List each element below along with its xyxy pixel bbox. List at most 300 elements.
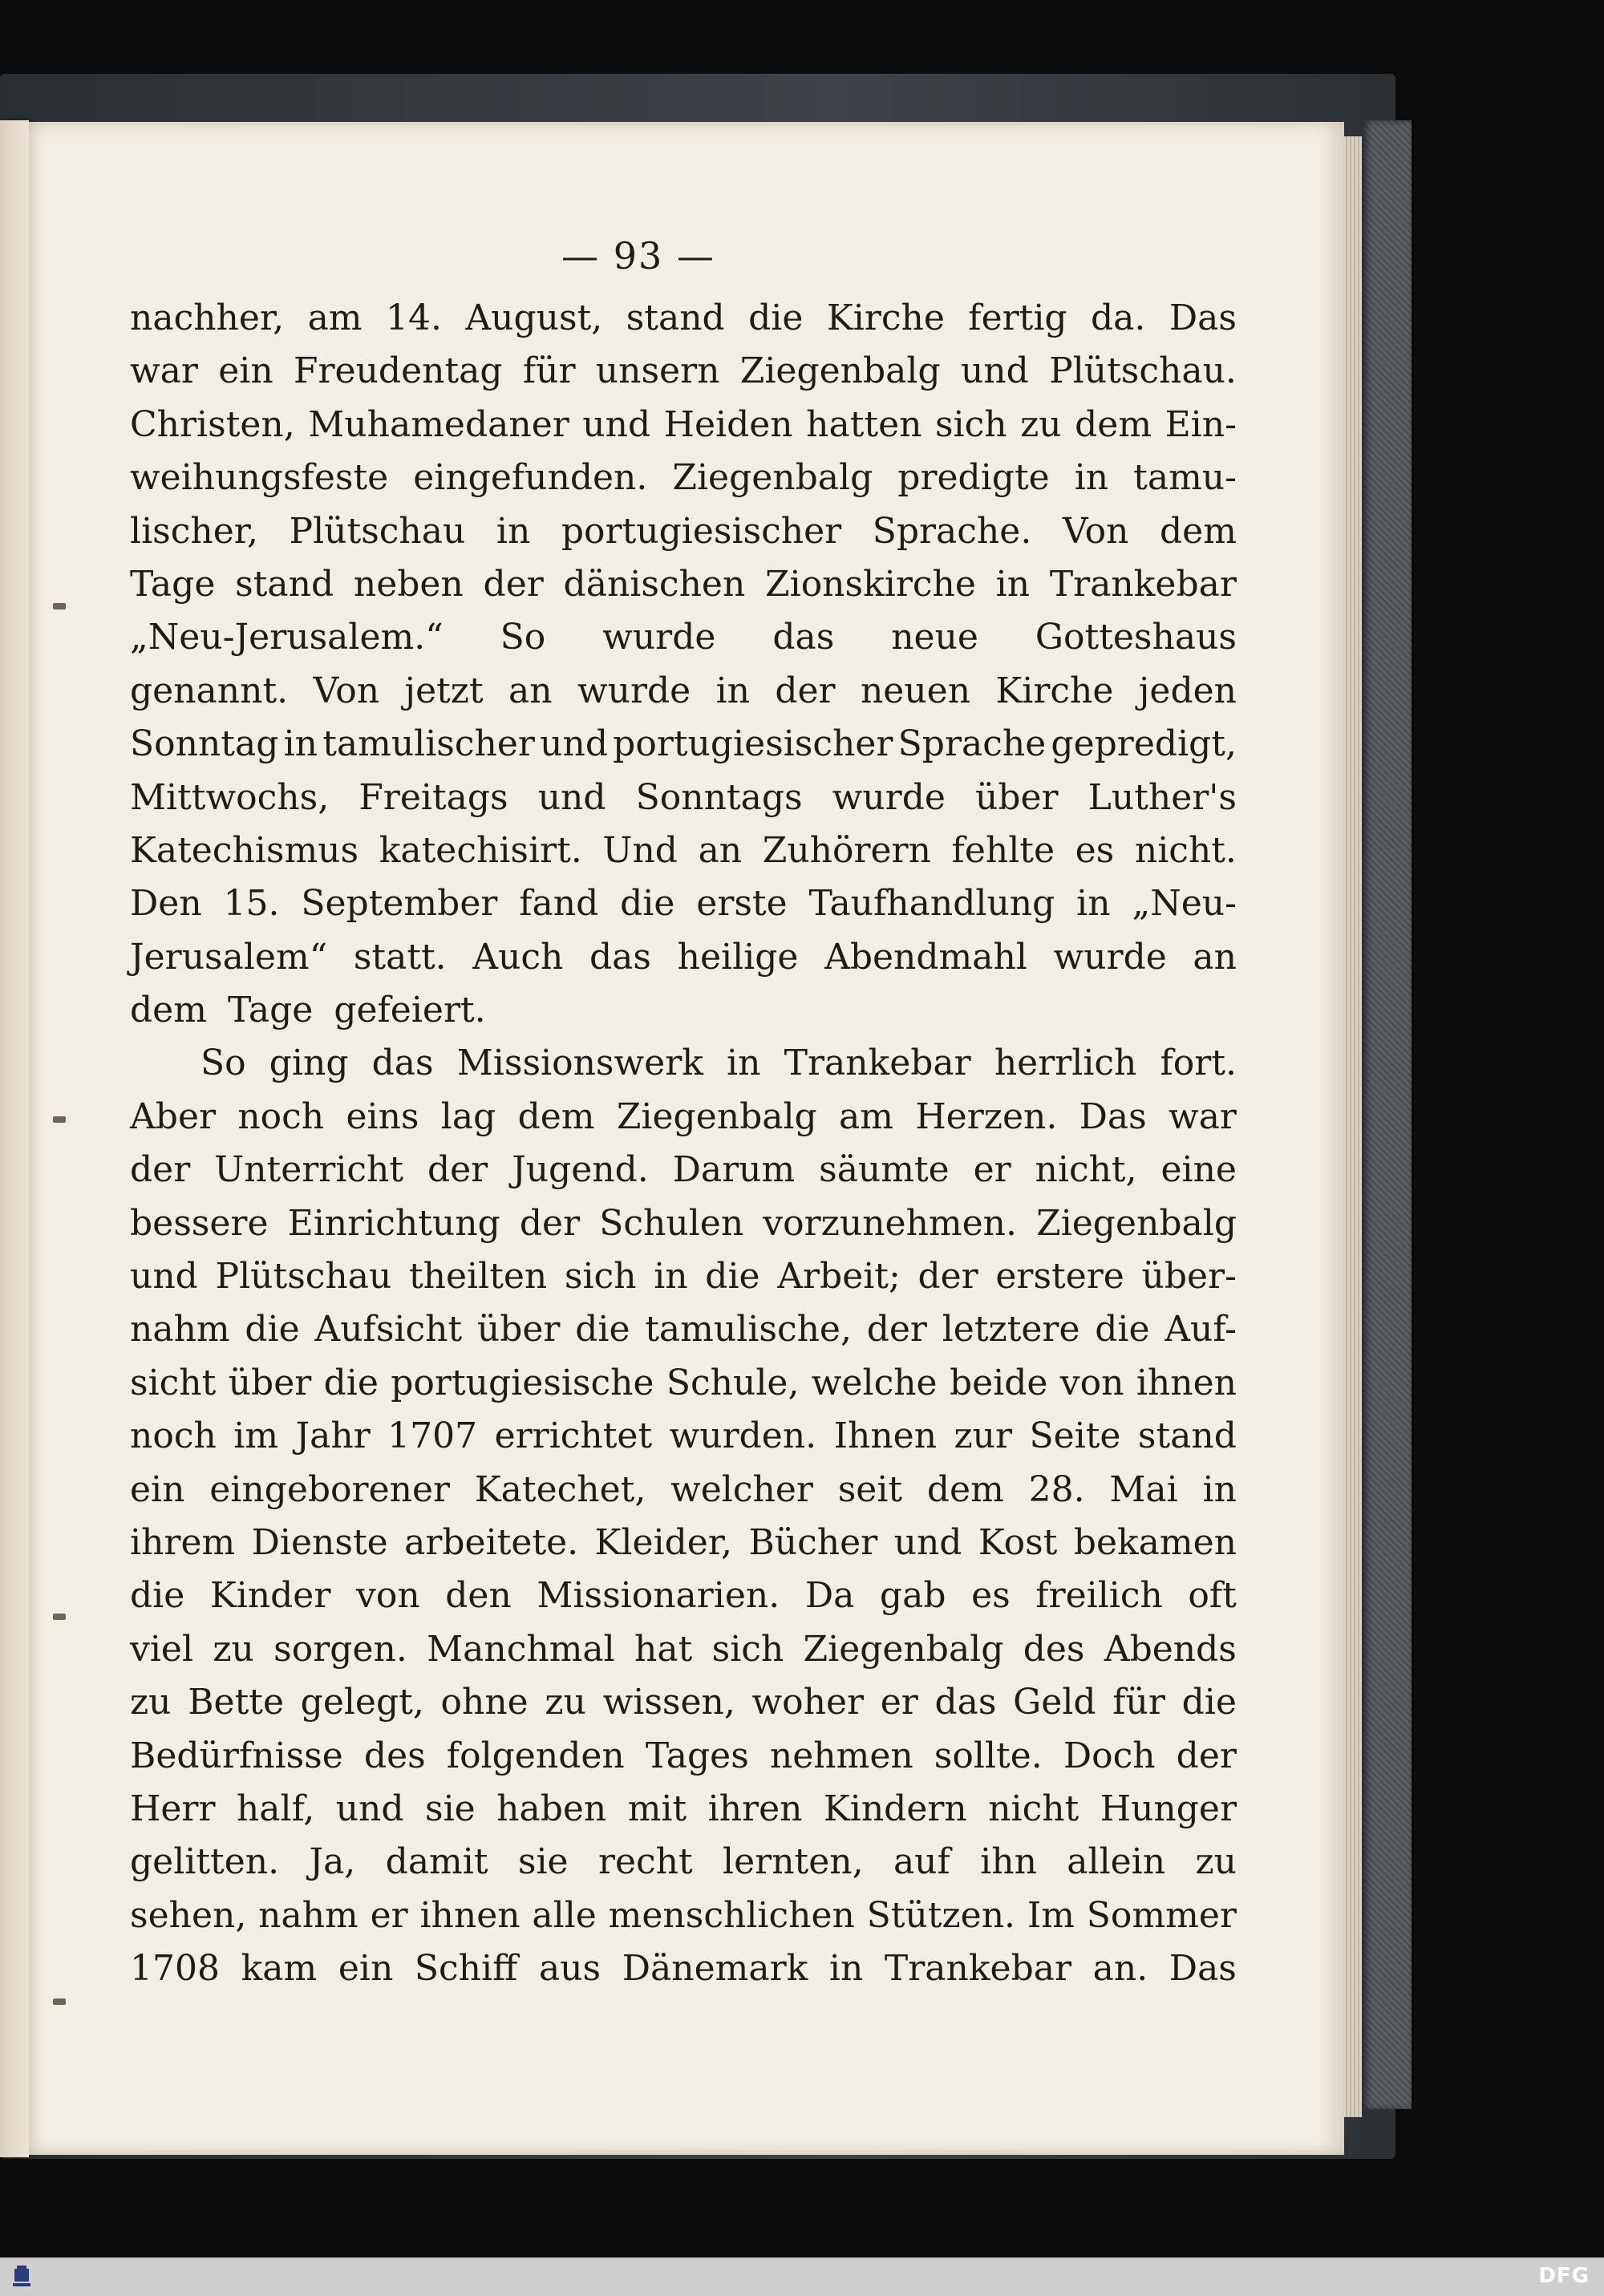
word: Da [804,1575,855,1617]
word: über [974,776,1059,818]
word: Sonntag [130,723,279,765]
word: Zionskirche [765,563,976,605]
word: zu [1195,1841,1237,1883]
word: Ein- [1165,403,1237,445]
word: Missionarien. [537,1575,780,1617]
word: 14. [385,298,442,338]
word: der [483,563,544,605]
dfg-logo: DFG [1538,2264,1590,2288]
word: sorgen. [273,1628,407,1670]
word: Herr [130,1788,216,1829]
word: hat [634,1628,693,1670]
word: in [727,1043,761,1084]
word: wurde [832,776,946,818]
word: Ja, [309,1841,356,1883]
text-line [130,984,1237,1037]
word: August, [465,298,603,338]
word: in [1074,457,1109,499]
word: eingefunden. [413,457,648,499]
word: und [893,1521,962,1563]
word: Bette [188,1682,284,1723]
word: zur [954,1415,1013,1457]
word: Dienste [251,1521,388,1563]
word: wurde [577,670,691,711]
word: an. [1092,1948,1148,1990]
word: Abends [1104,1628,1237,1670]
word: der [866,1309,927,1350]
word: Ziegenbalg [1036,1202,1237,1244]
word: zu [1020,403,1062,445]
text-line [130,452,1237,504]
word: die [245,1309,300,1350]
word: der [130,1149,191,1191]
word: wurde [602,617,716,658]
word: dänischen [563,563,746,605]
word: ohne [440,1682,529,1723]
word: kam [241,1948,318,1990]
word: ihn [980,1841,1037,1883]
binding-mark [53,1614,66,1620]
text-line [130,1144,1237,1197]
word: tamu- [1133,457,1237,499]
text-line [130,824,1237,877]
text-line [130,611,1237,664]
word: lischer, [130,510,258,552]
word: Herzen. [915,1095,1058,1137]
word: Muhamedaner [308,403,569,445]
word: Arbeit; [777,1256,901,1298]
text-line [130,1250,1237,1303]
text-line [130,1303,1237,1356]
word: noch [130,1415,217,1457]
word: Schiff [414,1948,518,1990]
word: ging [269,1043,349,1084]
word: Heiden [663,403,793,445]
word: mit [627,1788,687,1829]
text-line [130,1516,1237,1569]
word: bekamen [1073,1521,1237,1563]
word: Luther's [1088,776,1237,818]
word: über [476,1309,561,1350]
word: nicht, [1035,1149,1137,1191]
text-line [130,505,1237,558]
word: Einrichtung [287,1202,500,1244]
word: viel [130,1628,194,1670]
word: herrlich [994,1043,1137,1084]
word: in [1076,883,1111,925]
word: Freudentag [293,350,503,392]
word: war [1169,1095,1237,1137]
word: stand [235,563,334,605]
word: heilige [677,936,799,978]
word: Trankebar [884,1948,1072,1990]
word: predigte [897,457,1050,499]
word: die [1181,1682,1237,1723]
text-line [130,1783,1237,1836]
word: menschlichen [608,1894,855,1936]
word: dem [1075,403,1152,445]
word: welche [811,1362,938,1403]
word: Jugend. [512,1149,649,1191]
word: Kirche [995,670,1114,711]
text-line [130,558,1237,611]
word: das [589,936,651,978]
word: Auch [472,936,564,978]
word: „Neu-Jerusalem.“ [130,617,444,658]
word: der [775,670,836,711]
word: Taufhandlung [808,883,1055,925]
word: sie [425,1788,476,1829]
word: ihnen [1136,1362,1237,1403]
page-number: — 93 — [561,234,715,277]
word: ein [130,1468,185,1510]
text-line [130,1836,1237,1889]
word: Mittwochs, [130,776,330,818]
word: Trankebar [1049,563,1237,605]
text-line [130,292,1237,345]
word: unsern [595,350,720,392]
word: September [301,883,498,925]
text-line [130,877,1237,930]
text-line [130,1410,1237,1463]
text-line [130,1889,1237,1942]
word: er [973,1149,1011,1191]
text-line [130,1942,1237,1995]
word: dem [130,990,207,1031]
word: nehmen [769,1735,913,1776]
word: Manchmal [427,1628,615,1670]
word: Jerusalem“ [130,936,328,978]
text-line [130,399,1237,452]
text-line [130,1091,1237,1144]
word: eingeborener [209,1468,451,1510]
word: Von [1062,510,1129,552]
word: nahm [130,1309,230,1350]
library-crest-icon [8,2260,35,2292]
word: Christen, [130,403,295,445]
word: und [335,1788,404,1829]
word: zu [213,1628,254,1670]
word: Im [1027,1894,1075,1936]
binding-mark [53,1998,66,2005]
word: Stützen. [866,1894,1016,1936]
word: der [1176,1735,1237,1776]
text-line [130,1197,1237,1250]
word: nicht. [1134,829,1237,871]
word: die [705,1256,760,1298]
word: ihnen [419,1894,520,1936]
word: genannt. [130,670,289,711]
word: hatten [806,403,922,445]
word: Sprache. [872,510,1032,552]
word: allein [1067,1841,1166,1883]
word: ein [218,350,273,392]
word: Tages [645,1735,749,1776]
word: woher [751,1682,865,1723]
word: gelegt, [300,1682,424,1723]
text-line [130,1730,1237,1783]
word: in [654,1256,688,1298]
word: fertig [968,298,1067,338]
word: es [971,1575,1011,1617]
word: half, [236,1788,315,1829]
word: seit [837,1468,903,1510]
word: Ziegenbalg [616,1095,817,1137]
word: war [130,350,198,392]
word: beide [949,1362,1048,1403]
word: sich [564,1256,637,1298]
word: Plütschau [215,1256,392,1298]
word: gelitten. [130,1841,280,1883]
word: letztere [942,1309,1080,1350]
word: fehlte [951,829,1055,871]
word: des [1023,1628,1085,1670]
word: errichtet [494,1415,653,1457]
text-line [130,1464,1237,1516]
word: und [582,403,651,445]
word: So [200,1043,246,1084]
word: sich [934,403,1007,445]
text-line [130,1357,1237,1410]
word: in [496,510,531,552]
word: Jahr [295,1415,371,1457]
word: bessere [130,1202,269,1244]
word: Geld [1013,1682,1096,1723]
word: Unterricht [214,1149,404,1191]
word: Kost [978,1521,1058,1563]
word: dem [926,1468,1004,1510]
word: Gotteshaus [1035,617,1237,658]
word: eins [346,1095,419,1137]
word: er [370,1894,408,1936]
word: Das [1169,1948,1237,1990]
word: arbeitete. [404,1521,579,1563]
word: So [500,617,546,658]
word: auf [893,1841,950,1883]
word: Plütschau [289,510,466,552]
word: ihren [707,1788,803,1829]
text-line [130,665,1237,718]
word: vorzunehmen. [763,1202,1017,1244]
word: er [880,1682,918,1723]
word: von [1059,1362,1124,1403]
word: „Neu- [1132,883,1237,925]
word: erstere [995,1256,1124,1298]
word: portugiesische [391,1362,654,1403]
word: oft [1188,1575,1237,1617]
word: portugiesischer [561,510,842,552]
word: Tage [227,990,314,1031]
word: der [427,1149,488,1191]
body-text [130,292,1237,1996]
word: und [537,776,606,818]
word: Dänemark [622,1948,808,1990]
word: die [575,1309,630,1350]
word: gab [879,1575,946,1617]
word: am [307,298,363,338]
word: Trankebar [784,1043,971,1084]
word: im [233,1415,279,1457]
word: Aber [130,1095,217,1137]
binding-mark [53,603,66,609]
word: Von [313,670,380,711]
word: wurden. [669,1415,817,1457]
word: Auf- [1165,1309,1237,1350]
word: sehen, [130,1894,247,1936]
word: Doch [1063,1735,1156,1776]
word: weihungsfeste [130,457,389,499]
word: zu [545,1682,586,1723]
word: ihrem [130,1521,236,1563]
word: gepredigt, [1051,723,1237,765]
word: das [772,617,835,658]
word: recht [597,1841,693,1883]
word: über- [1141,1256,1237,1298]
text-line [130,718,1237,771]
word: jetzt [404,670,484,711]
word: fort. [1160,1043,1237,1084]
word: Ihnen [833,1415,938,1457]
word: haben [496,1788,607,1829]
word: das [371,1043,434,1084]
word: nicht [988,1788,1079,1829]
word: von [355,1575,420,1617]
word: des [363,1735,426,1776]
word: in [1202,1468,1237,1510]
word: Kindern [823,1788,967,1829]
word: Das [1169,298,1237,338]
word: neue [891,617,978,658]
word: folgenden [446,1735,625,1776]
word: nachher, [130,298,285,338]
word: Seite [1029,1415,1121,1457]
word: die [323,1362,379,1403]
word: tamulischer [322,723,535,765]
word: an [1193,936,1237,978]
word: Missionswerk [456,1043,703,1084]
word: an [508,670,553,711]
word: lag [440,1095,496,1137]
word: Und [602,829,678,871]
word: stand [626,298,725,338]
word: Kirche [826,298,945,338]
word: katechisirt. [379,829,582,871]
word: erste [696,883,788,925]
word: säumte [819,1149,950,1191]
word: Schulen [599,1202,744,1244]
word: da. [1091,298,1146,338]
word: aus [538,1948,602,1990]
text-line [130,1623,1237,1676]
word: jeden [1138,670,1237,711]
word: 28. [1028,1468,1085,1510]
binding-mark [53,1116,66,1123]
word: neben [353,563,464,605]
word: die [1095,1309,1150,1350]
word: Zuhörern [762,829,931,871]
word: fand [519,883,599,925]
word: wurde [1053,936,1167,978]
word: sie [517,1841,569,1883]
word: Katechismus [130,829,359,871]
word: und [540,723,608,765]
word: und [960,350,1029,392]
word: Plütschau. [1049,350,1237,392]
text-line [130,1676,1237,1729]
word: Tage [130,563,216,605]
word: in [995,563,1031,605]
word: 1708 [130,1948,220,1990]
word: statt. [353,936,447,978]
word: alle [532,1894,597,1936]
word: in [828,1948,864,1990]
word: theilten [408,1256,548,1298]
word: tamulische, [645,1309,852,1350]
word: Schule, [666,1362,800,1403]
word: die [748,298,804,338]
word: lernten, [723,1841,864,1883]
word: eine [1160,1149,1237,1191]
word: Aufsicht [314,1309,463,1350]
word: 15. [223,883,280,925]
word: Katechet, [474,1468,646,1510]
word: Den [130,883,202,925]
word: Das [1079,1095,1147,1137]
text-line [130,1569,1237,1622]
text-line [130,345,1237,398]
word: Hunger [1100,1788,1237,1829]
word: Mai [1109,1468,1178,1510]
word: gefeiert. [334,990,486,1031]
word: stand [1137,1415,1237,1457]
word: in [715,670,750,711]
word: ein [338,1948,394,1990]
viewer-footer [0,2258,1604,2296]
word: Darum [672,1149,796,1191]
word: Sonntags [635,776,803,818]
word: Bücher [748,1521,878,1563]
word: Ziegenbalg [803,1628,1004,1670]
word: es [1075,829,1115,871]
word: an [698,829,743,871]
word: welcher [670,1468,813,1510]
word: Sprache [897,723,1047,765]
book-page [29,122,1344,2155]
word: Bedürfnisse [130,1735,343,1776]
word: Kleider, [594,1521,732,1563]
word: portugiesischer [613,723,893,765]
word: neuen [860,670,971,711]
word: sollte. [934,1735,1043,1776]
word: die [130,1575,185,1617]
text-line [130,1037,1237,1090]
word: dem [517,1095,595,1137]
word: Sommer [1086,1894,1237,1936]
facing-page-edge [0,120,29,2157]
word: Kinder [209,1575,331,1617]
word: dem [1160,510,1237,552]
book-spine [1363,120,1412,2109]
word: den [445,1575,512,1617]
word: für [1112,1682,1165,1723]
word: nahm [258,1894,358,1936]
word: der [519,1202,581,1244]
word: die [620,883,675,925]
word: der [917,1256,978,1298]
word: zu [130,1682,172,1723]
word: sich [711,1628,784,1670]
word: freilich [1035,1575,1163,1617]
